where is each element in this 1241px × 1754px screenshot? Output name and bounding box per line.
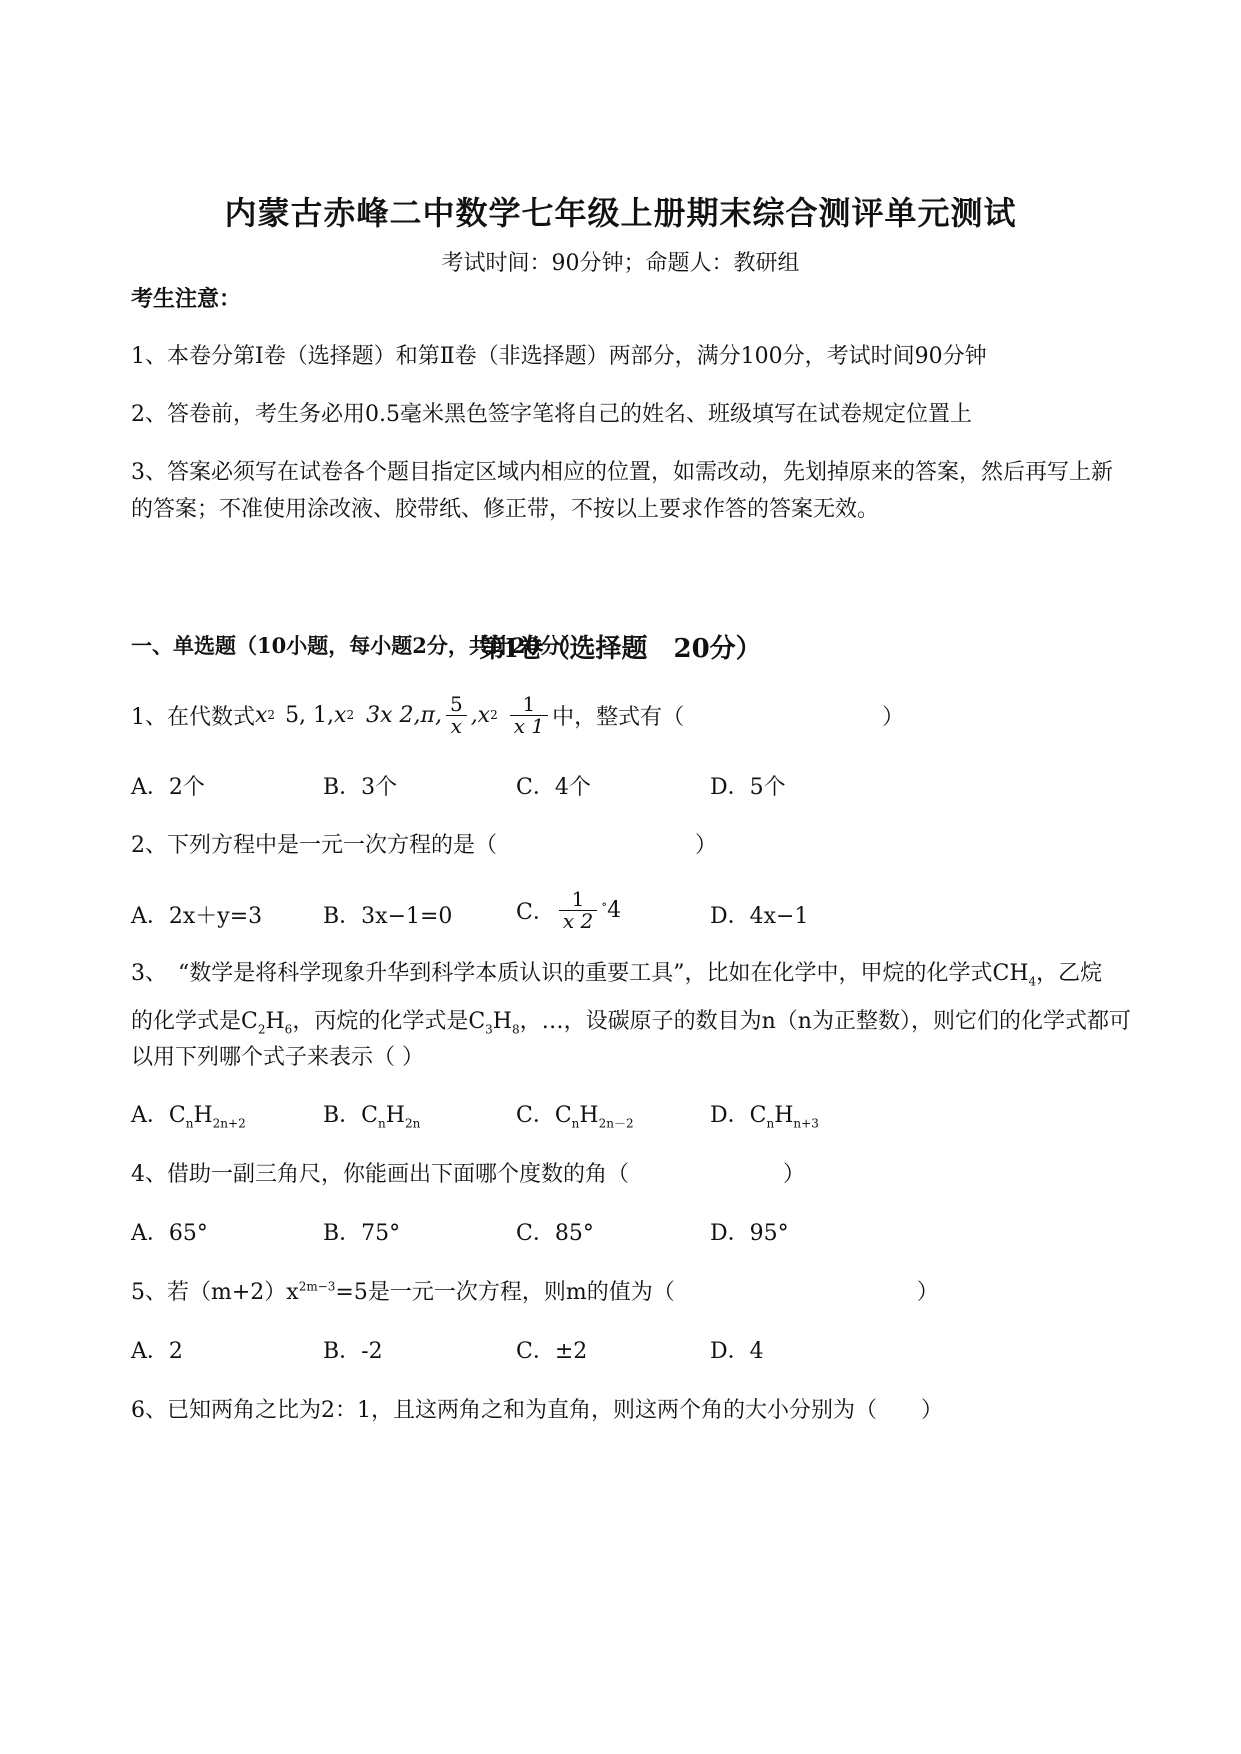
notice-item-3: 3、答案必须写在试卷各个题目指定区域内相应的位置，如需改动，先划掉原来的答案，然后再写上新 <box>131 460 1114 485</box>
question-5: 5、若$(m+2)x^{2m-3}=5$是一元一次方程，则m的值为（ ） <box>131 1279 939 1305</box>
q2-option-c: C． $\frac{1}{x 2}$ ∘ 4 <box>516 886 622 933</box>
q1-expr-e: ,x <box>470 702 491 728</box>
question-1: 1、在代数式 x 2 5, 1, x 2 3x 2,π, $\frac{5}{x}$ ,x 2 $\frac{1}{x 1}$ 中，整式有（ ） <box>131 691 905 738</box>
q1-expr-a: x <box>255 702 268 728</box>
q4-option-a: A．65° <box>131 1221 208 1246</box>
q2-option-d: D．4x−1 <box>710 904 809 929</box>
question-4: 4、借助一副三角尺，你能画出下面哪个度数的角（ ） <box>131 1162 805 1187</box>
section-title: 第I卷（选择题 20分） <box>479 634 762 664</box>
q1-option-a: A．2个 <box>131 775 205 800</box>
question-3-line-3: 以用下列哪个式子来表示（ ） <box>131 1045 424 1070</box>
q3-option-c: C．$C_nH_{2n-2}$ <box>516 1103 634 1131</box>
q2-option-a: A．2x＋y=3 <box>131 904 263 929</box>
q3-option-b: B．$C_nH_{2n}$ <box>323 1103 421 1131</box>
question-6: 6、已知两角之比为2：1，且这两角之和为直角，则这两个角的大小分别为（ ） <box>131 1398 943 1423</box>
q4-option-d: D．95° <box>710 1221 789 1246</box>
q5-option-b: B．-2 <box>323 1339 383 1364</box>
q1-option-b: B．3个 <box>323 775 398 800</box>
q1-option-c: C．4个 <box>516 775 591 800</box>
question-3-line-1: 3、 “数学是将科学现象升华到科学本质认识的重要工具”，比如在化学中，甲烷的化学式$CH_4$，乙烷 <box>131 961 1103 989</box>
q1-prefix: 1、在代数式 <box>131 704 255 730</box>
q5-option-d: D．4 <box>710 1339 764 1364</box>
exam-subtitle: 考试时间：90分钟；命题人：教研组 <box>441 251 800 276</box>
q1-expr-c: x <box>334 702 347 728</box>
notice-heading: 考生注意： <box>131 286 242 312</box>
notice-item-3-cont: 的答案；不准使用涂改液、胶带纸、修正带，不按以上要求作答的答案无效。 <box>131 497 880 522</box>
q1-fraction-2: $\frac{1}{x 1}$ <box>510 694 548 737</box>
part-title: 一、单选题（10小题，每小题2分，共计20分） <box>131 633 583 658</box>
q2-option-b: B．3x−1=0 <box>323 904 453 929</box>
q1-option-d: D．5个 <box>710 775 786 800</box>
q3-option-a: A．$C_nH_{2n+2}$ <box>131 1103 246 1131</box>
q4-option-b: B．75° <box>323 1221 401 1246</box>
q2-option-c-fraction: $\frac{1}{x 2}$ <box>559 889 597 932</box>
q2-option-c-tail: 4 <box>607 897 622 923</box>
q3-option-d: D．$C_nH_{n+3}$ <box>710 1103 819 1131</box>
q1-expr-b: 5, 1, <box>285 702 335 728</box>
q2-option-c-label: C． <box>516 899 555 925</box>
q1-suffix: 中，整式有（ ） <box>552 704 905 730</box>
exam-title: 内蒙古赤峰二中数学七年级上册期末综合测评单元测试 <box>224 194 1017 232</box>
question-3-line-2: 的化学式是$C_2H_6$，丙烷的化学式是$C_3H_8$，…，设碳原子的数目为n（n为正整数），则它们的化学式都可 <box>131 1009 1131 1037</box>
question-2: 2、下列方程中是一元一次方程的是（ ） <box>131 833 717 858</box>
notice-item-2: 2、答卷前，考生务必用0.5毫米黑色签字笔将自己的姓名、班级填写在试卷规定位置上 <box>131 402 972 427</box>
q5-option-a: A．2 <box>131 1339 183 1364</box>
q5-option-c: C．±2 <box>516 1339 588 1364</box>
q1-expr-d: 3x 2,π, <box>366 702 442 728</box>
q1-fraction-1: $\frac{5}{x}$ <box>446 694 467 737</box>
notice-item-1: 1、本卷分第I卷（选择题）和第Ⅱ卷（非选择题）两部分，满分100分，考试时间90分钟 <box>131 344 987 369</box>
q4-option-c: C．85° <box>516 1221 594 1246</box>
